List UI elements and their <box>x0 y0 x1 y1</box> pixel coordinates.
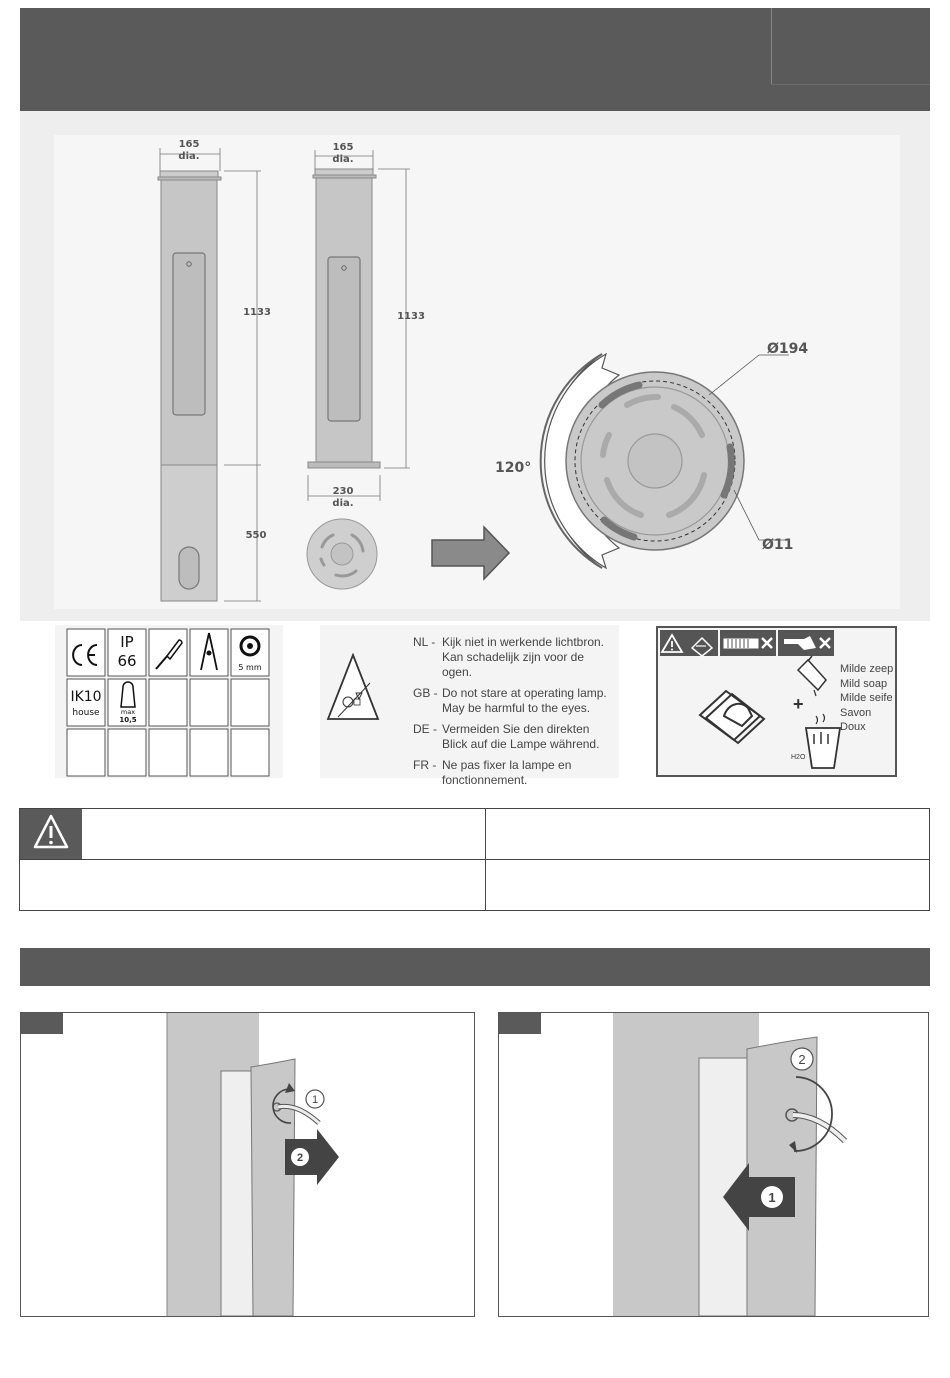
warning-fr-text1: Ne pas fixer la lampe en <box>442 758 572 772</box>
left-step1-badge: 1 <box>311 1094 319 1106</box>
install-step-panel-right <box>498 1012 929 1317</box>
table-col-divider <box>485 809 486 910</box>
warning-gb-text1: Do not stare at operating lamp. <box>442 686 607 700</box>
warning-lang-fr: FR - <box>413 758 437 772</box>
bucket-icon <box>806 714 840 768</box>
impact-max-label: max <box>120 708 136 716</box>
warning-nl-text1: Kijk niet in werkende lichtbron. <box>441 635 605 649</box>
warning-de-text2: Blick auf die Lampe während. <box>442 737 600 751</box>
ip-rating-label: IP <box>120 633 134 651</box>
hex-size-label: 5 mm <box>238 663 262 672</box>
impact-value-label: 10,5 <box>119 716 137 724</box>
base-height-label: 1133 <box>397 311 425 322</box>
right-step2-badge: 2 <box>798 1052 806 1067</box>
base-top-dia-label: 165 <box>332 142 354 153</box>
hole-dia-label: Ø11 <box>762 537 794 553</box>
warning-lang-gb: GB - <box>413 686 438 700</box>
warning-table <box>19 808 930 911</box>
warning-lang-de: DE - <box>413 722 437 736</box>
cleaning-instructions-box <box>656 626 897 777</box>
do-not-stare-icon <box>326 653 380 723</box>
header-divider-bottom <box>771 84 930 85</box>
technical-drawing <box>54 135 900 609</box>
warning-fr-text2: fonctionnement. <box>442 773 528 787</box>
left-step2-badge: 2 <box>296 1152 304 1164</box>
warning-lang-nl: NL - <box>413 635 436 649</box>
base-plate-detail <box>495 341 808 568</box>
eye-warning-box <box>320 625 619 787</box>
base-dia-unit: dia. <box>332 154 354 165</box>
water-label: H2O <box>791 754 806 761</box>
warning-de-text1: Vermeiden Sie den direkten <box>442 722 590 736</box>
bollard-base-mount <box>307 142 425 589</box>
soap-label-fr: Savon Doux <box>840 706 872 733</box>
ip-rating-value: 66 <box>117 652 137 670</box>
section-header-bar <box>20 948 930 986</box>
warning-nl-text2: Kan schadelijk zijn voor de ogen. <box>441 650 585 679</box>
header-bar <box>20 8 930 111</box>
arrow-right-icon <box>432 527 509 579</box>
install-step-panel-left <box>20 1012 475 1317</box>
close-cover-illustration <box>499 1013 928 1316</box>
right-step1-badge: 1 <box>768 1190 776 1205</box>
soap-label-de: Milde seife <box>840 692 893 704</box>
dimension-drawing-panel <box>20 111 930 621</box>
bollard-full <box>158 139 271 601</box>
soap-labels <box>840 662 895 735</box>
soap-bottle-icon <box>798 656 826 696</box>
warning-gb-text2: May be harmful to the eyes. <box>442 701 591 715</box>
bollard-dia-unit: dia. <box>178 151 200 162</box>
header-divider <box>771 8 772 84</box>
svg-text:+: + <box>793 694 804 714</box>
bollard-top-dia-label: 165 <box>178 139 200 150</box>
drawing-area <box>54 135 900 609</box>
ik-rating-label: IK10 <box>70 689 102 705</box>
base-plate-dia-unit: dia. <box>332 498 354 509</box>
ik-rating-sub: house <box>72 708 100 718</box>
bollard-height-upper: 1133 <box>243 307 271 318</box>
base-plate-dia-label: 230 <box>332 486 354 497</box>
table-row-divider <box>20 859 929 860</box>
warning-icon-cell <box>20 809 82 859</box>
rotation-angle-label: 120° <box>495 460 532 476</box>
soap-label-nl: Milde zeep <box>840 663 894 675</box>
flange-dia-label: Ø194 <box>767 341 809 357</box>
eye-warning-lines <box>413 635 617 788</box>
soap-label-gb: Mild soap <box>840 677 888 690</box>
bollard-height-lower: 550 <box>245 530 267 541</box>
cloth-wipe-icon <box>700 691 764 743</box>
spec-icons-grid <box>55 625 283 778</box>
warning-triangle-icon <box>20 809 82 859</box>
open-cover-illustration <box>21 1013 474 1316</box>
